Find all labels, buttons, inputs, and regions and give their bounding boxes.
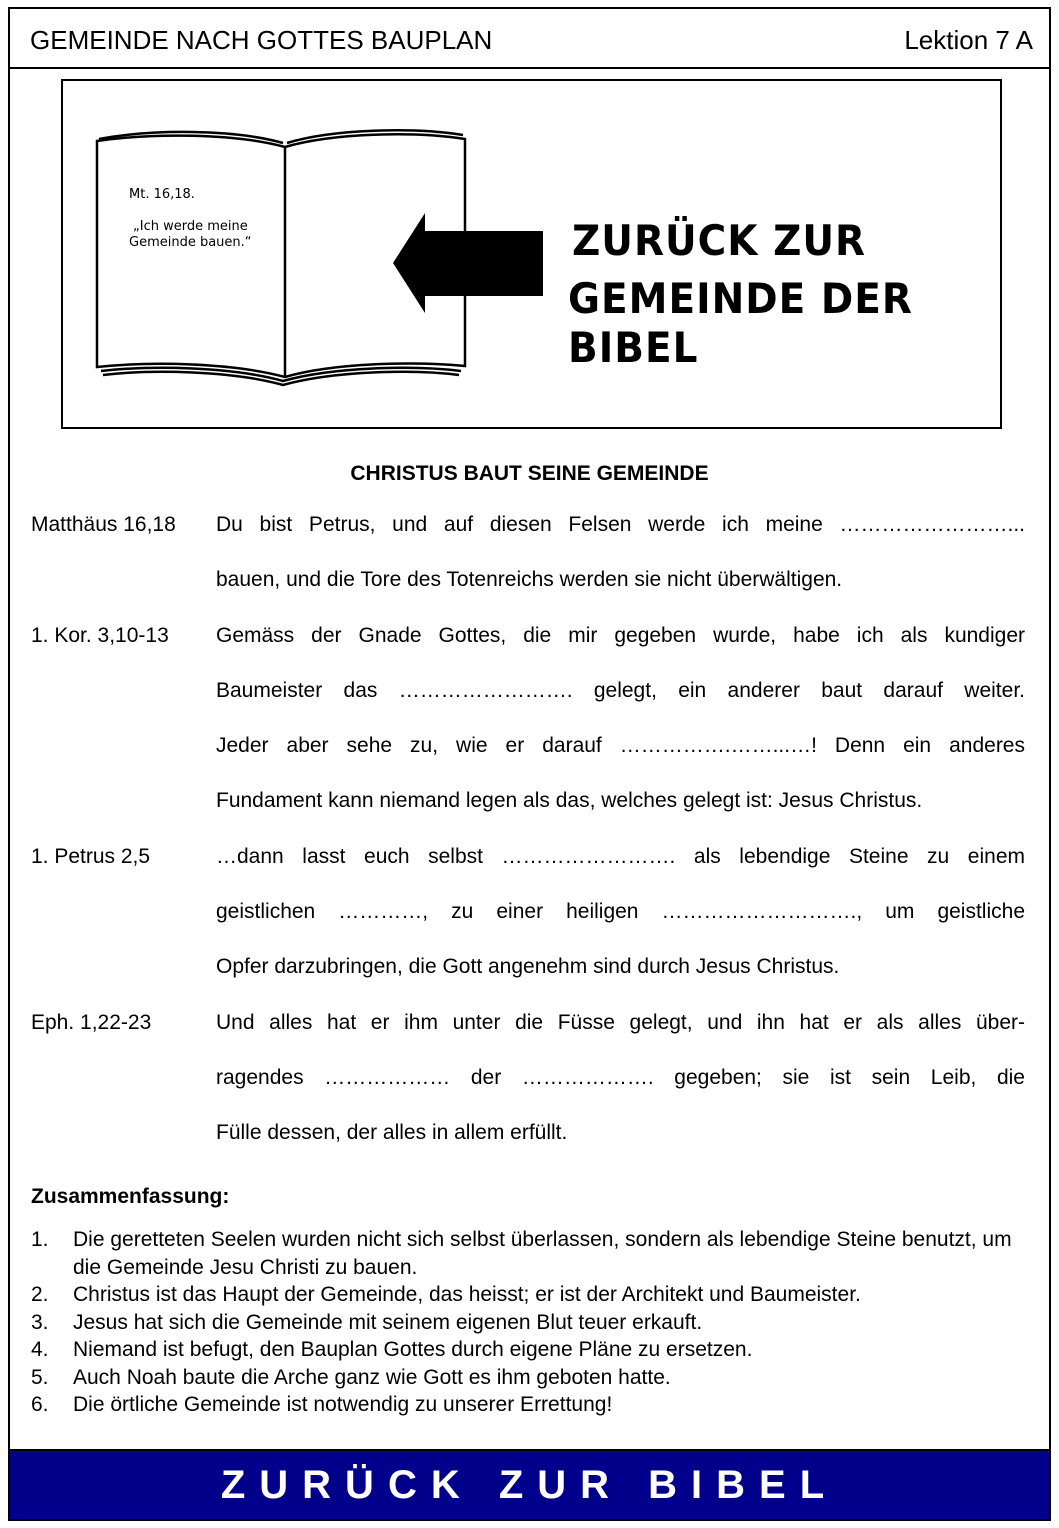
verse-reference: Matthäus 16,18 xyxy=(31,513,176,536)
page-header xyxy=(10,9,1049,69)
verse-line: Jeder aber sehe zu, wie er darauf …………….……...…! Denn ein anderes xyxy=(216,734,1025,758)
summary-item xyxy=(31,1309,1021,1337)
summary-item-number: 5. xyxy=(31,1365,49,1389)
summary-item xyxy=(31,1391,1021,1419)
verse-line: Du bist Petrus, und auf diesen Felsen werde ich meine ……………………... xyxy=(216,513,1025,536)
book-quote-line2: Gemeinde bauen.“ xyxy=(129,235,252,250)
summary-list xyxy=(31,1226,1021,1419)
verse-line: ragendes ……………… der ………………. gegeben; sie ist sein Leib, die xyxy=(216,1065,1025,1089)
verse-list xyxy=(31,497,1025,1161)
section-title: CHRISTUS BAUT SEINE GEMEINDE xyxy=(350,462,709,485)
lesson-page xyxy=(8,7,1051,1521)
illustration-box xyxy=(61,79,1002,429)
verse-line: bauen, und die Tore des Totenreichs werden sie nicht überwältigen. xyxy=(216,568,843,592)
verse-reference: Eph. 1,22-23 xyxy=(31,1010,152,1034)
verse-text xyxy=(216,995,1025,1161)
footer-text: ZURÜCK ZUR BIBEL xyxy=(220,1463,839,1507)
summary-item-number: 2. xyxy=(31,1283,49,1306)
summary-item-text: Jesus hat sich die Gemeinde mit seinem eigenen Blut teuer erkauft. xyxy=(73,1310,703,1334)
summary-item-text: Auch Noah baute die Arche ganz wie Gott es ihm geboten hatte. xyxy=(73,1365,671,1389)
verse-line: Opfer darzubringen, die Gott angenehm sind durch Jesus Christus. xyxy=(216,955,840,979)
book-reference: Mt. 16,18. xyxy=(129,187,195,202)
summary-item-number: 6. xyxy=(31,1393,49,1416)
summary-item-text: Die geretteten Seelen wurden nicht sich selbst überlassen, sondern als lebendige Steine benutzt, um die Gemeinde Jesu Christi zu bauen. xyxy=(73,1228,1012,1279)
verse-line: Fundament kann niemand legen als das, welches gelegt ist: Jesus Christus. xyxy=(216,789,923,813)
footer-banner xyxy=(10,1449,1049,1519)
verse-line: Und alles hat er ihm unter die Füsse gelegt, und ihn hat er als alles über- xyxy=(216,1010,1025,1034)
summary-item-number: 1. xyxy=(31,1228,49,1251)
verse-text xyxy=(216,608,1025,829)
book-quote-line1: „Ich werde meine xyxy=(133,219,248,234)
verse-row xyxy=(31,995,1025,1161)
summary-title: Zusammenfassung: xyxy=(31,1185,230,1208)
verse-line: …dann lasst euch selbst ……………………. als lebendige Steine zu einem xyxy=(216,844,1025,868)
summary-item-text: Christus ist das Haupt der Gemeinde, das heisst; er ist der Architekt und Baumeister. xyxy=(73,1283,861,1306)
summary-item-number: 4. xyxy=(31,1338,49,1361)
summary-item xyxy=(31,1281,1021,1309)
lesson-label: Lektion 7 A xyxy=(904,25,1033,55)
headline-line1: ZURÜCK ZUR xyxy=(572,217,867,266)
summary-item xyxy=(31,1226,1021,1281)
summary-item xyxy=(31,1336,1021,1364)
page-title: GEMEINDE NACH GOTTES BAUPLAN xyxy=(30,25,493,55)
verse-row xyxy=(31,497,1025,608)
verse-line: geistlichen …………, zu einer heiligen ………………………., um geistliche xyxy=(216,900,1025,924)
verse-reference: 1. Petrus 2,5 xyxy=(31,844,151,868)
summary-item-text: Die örtliche Gemeinde ist notwendig zu unserer Errettung! xyxy=(73,1393,613,1416)
summary-item-text: Niemand ist befugt, den Bauplan Gottes durch eigene Pläne zu ersetzen. xyxy=(73,1338,753,1361)
verse-line: Gemäss der Gnade Gottes, die mir gegeben wurde, habe ich als kundiger xyxy=(216,623,1025,647)
verse-line: Fülle dessen, der alles in allem erfüllt. xyxy=(216,1121,568,1145)
verse-text xyxy=(216,829,1025,995)
verse-row xyxy=(31,608,1025,829)
summary-item xyxy=(31,1364,1021,1392)
summary-item-number: 3. xyxy=(31,1310,49,1334)
verse-line: Baumeister das ……………………. gelegt, ein anderer baut darauf weiter. xyxy=(216,678,1025,702)
headline-line2: GEMEINDE DER BIBEL xyxy=(568,275,913,373)
verse-reference: 1. Kor. 3,10-13 xyxy=(31,623,169,647)
verse-row xyxy=(31,829,1025,995)
verse-text xyxy=(216,497,1025,608)
left-arrow-icon xyxy=(393,213,543,313)
